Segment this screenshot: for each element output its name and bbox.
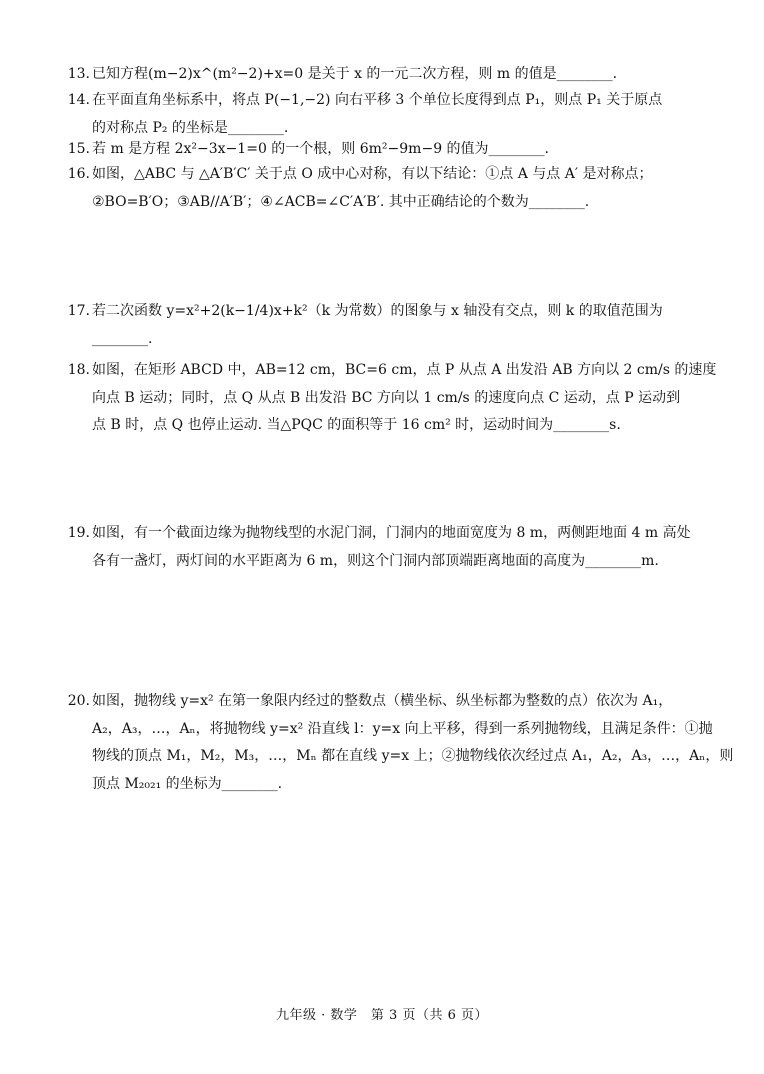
question-18 [67,357,717,440]
question-text: 若二次函数 y=x²+2(k−1/4)x+k²（k 为常数）的图象与 x 轴没有交点，则 k 的取值范围为 [92,303,663,319]
question-text: 如图，有一个截面边缘为抛物线型的水泥门洞，门洞内的地面宽度为 8 m，两侧距地面 4 m 高处 [92,525,691,541]
question-13 [67,61,702,89]
question-text: A₂，A₃，…，Aₙ，将抛物线 y=x² 沿直线 l：y=x 向上平移，得到一系列抛物线，且满足条件：①抛 [92,720,713,737]
question-number: 14. [67,92,90,108]
question-number: 17. [67,303,90,319]
question-number: 18. [67,362,90,378]
question-number: 13. [67,66,90,82]
question-19 [67,520,702,575]
question-text: 在平面直角坐标系中，将点 P(−1,−2) 向右平移 3 个单位长度得到点 P₁，则点 P₁ 关于原点 [92,92,663,108]
question-number: 15. [67,141,90,157]
question-16 [67,161,702,216]
question-text: 已知方程(m−2)x^(m²−2)+x=0 是关于 x 的一元二次方程，则 m 的值是________. [92,66,618,82]
question-text: 各有一盏灯，两灯间的水平距离为 6 m，则这个门洞内部顶端距离地面的高度为________m. [92,552,659,569]
question-14 [67,87,702,142]
question-15 [67,136,702,164]
question-text: 如图，△ABC 与 △A′B′C′ 关于点 O 成中心对称，有以下结论：①点 A 与点 A′ 是对称点； [92,166,653,182]
question-text: 的对称点 P₂ 的坐标是________. [92,119,289,136]
question-text: 如图，抛物线 y=x² 在第一象限内经过的整数点（横坐标、纵坐标都为整数的点）依次为 A₁， [92,693,673,709]
question-text: ②BO=B′O；③AB//A′B′；④∠ACB=∠C′A′B′. 其中正确结论的个数为________. [92,193,590,210]
question-number: 16. [67,166,90,182]
question-text: 若 m 是方程 2x²−3x−1=0 的一个根，则 6m²−9m−9 的值为________. [92,141,549,157]
question-text: 点 B 时，点 Q 也停止运动. 当△PQC 的面积等于 16 cm² 时，运动时间为________s. [92,417,621,433]
question-17 [67,298,702,353]
question-number: 20. [67,693,90,709]
question-number: 19. [67,525,90,541]
question-20 [67,688,734,798]
question-text: 向点 B 运动；同时，点 Q 从点 B 出发沿 BC 方向以 1 cm/s 的速度向点 C 运动，点 P 运动到 [92,389,681,406]
question-text: ________. [92,330,153,347]
question-text: 物线的顶点 M₁，M₂，M₃，…，Mₙ 都在直线 y=x 上；②抛物线依次经过点 A₁，A₂，A₃，…，Aₙ，则 [92,748,734,764]
page-footer: 九年级 · 数学 第 3 页（共 6 页） [276,1008,488,1023]
question-text: 顶点 M₂₀₂₁ 的坐标为________. [92,775,283,792]
question-text: 如图，在矩形 ABCD 中，AB=12 cm，BC=6 cm，点 P 从点 A 出发沿 AB 方向以 2 cm/s 的速度 [92,362,717,378]
